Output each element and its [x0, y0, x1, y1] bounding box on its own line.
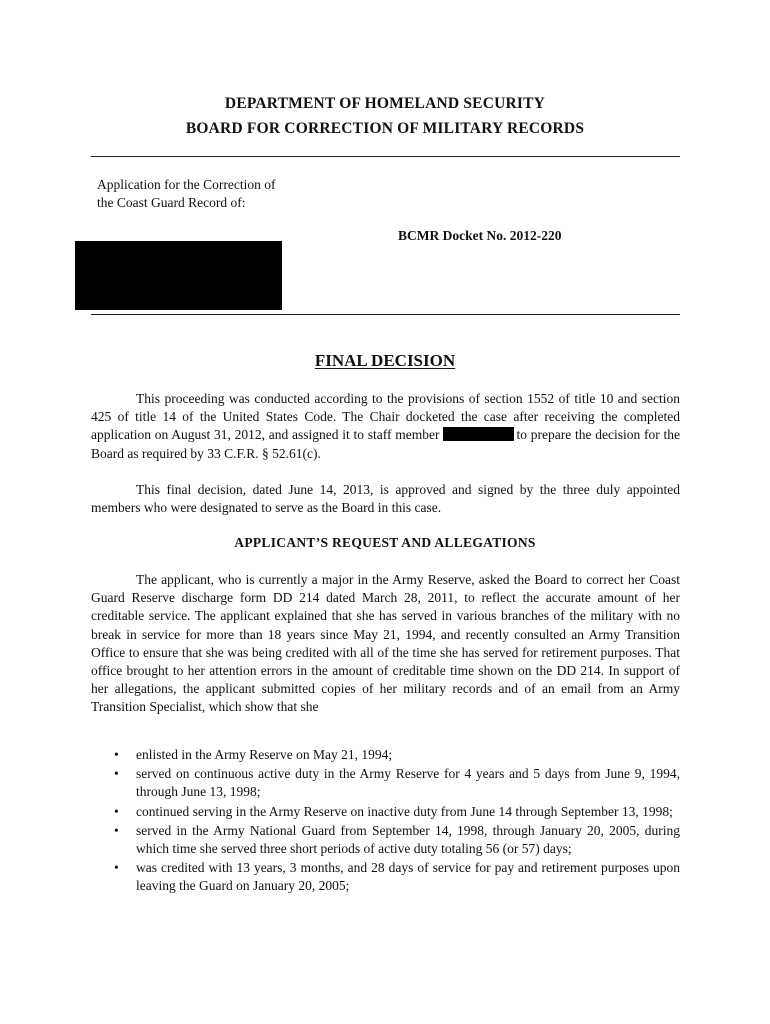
bullet-icon: • — [114, 822, 119, 838]
redacted-staff-member — [443, 427, 514, 441]
approval-text: This final decision, dated June 14, 2013, is approved and signed by the three duly appointed members who were designated to serve as the Board in this case. — [91, 482, 680, 516]
final-decision-title: FINAL DECISION — [314, 351, 456, 370]
bullet-icon: • — [114, 747, 119, 762]
service-history-list — [91, 746, 680, 897]
docket-number: BCMR Docket No. 2012-220 — [398, 228, 562, 243]
department-heading: DEPARTMENT OF HOMELAND SECURITY — [224, 95, 546, 112]
bullet-icon: • — [114, 803, 119, 819]
request-section-title: APPLICANT’S REQUEST AND ALLEGATIONS — [234, 535, 536, 550]
board-heading: BOARD FOR CORRECTION OF MILITARY RECORDS — [185, 120, 585, 137]
request-text: The applicant, who is currently a major in the Army Reserve, asked the Board to correct her Coast Guard Reserve discharge form DD 214 dated March 28, 2011, to reflect the accurate amount of her creditable service. The applicant explained that she has served in various branches of the military with no break in service for more than 18 years since May 21, 1994, and recently consulted an Army Transition Office to ensure that she was being credited with all of the time she has served for retirement purposes. That office brought to her attention errors in the amount of creditable time shown on the DD 214. In support of her allegations, the applicant submitted copies of her military records and of an email from an Army Transition Specialist, which show that she — [91, 572, 680, 715]
top-rule — [91, 156, 680, 157]
request-paragraph — [91, 571, 680, 717]
list-item: • served in the Army National Guard from September 14, 1998, through January 20, 2005, during which time she served three short periods of active duty totaling 56 (or 57) days; — [114, 822, 680, 857]
list-item: • enlisted in the Army Reserve on May 21, 1994; — [91, 746, 680, 764]
procedure-paragraph — [91, 390, 680, 463]
application-line-2: the Coast Guard Record of: — [97, 195, 246, 210]
list-item: • served on continuous active duty in the Army Reserve for 4 years and 5 days from June 9, 1994, through June 13, 1998; — [114, 766, 680, 800]
procedure-text-a: This proceeding was conducted according to the provisions of section 1552 of title 10 and section 425 of title 14 of the United States Code. The Chair docketed the case after receiving the completed application on August 31, 2012, and assigned it to staff member — [91, 391, 680, 443]
list-item: • continued serving in the Army Reserve on inactive duty from June 14 through September 13, 1998; — [91, 803, 680, 821]
list-item: • was credited with 13 years, 3 months, and 28 days of service for pay and retirement purposes upon leaving the Guard on January 20, 2005; — [114, 860, 680, 894]
bullet-icon: • — [114, 766, 119, 782]
approval-paragraph — [91, 481, 680, 517]
bullet-icon: • — [114, 860, 119, 876]
middle-rule — [91, 314, 680, 315]
procedure-text-b: to prepare the decision for the Board as required by 33 C.F.R. § 52.61(c). — [91, 427, 681, 461]
application-line-1: Application for the Correction of — [97, 177, 276, 192]
redacted-name-block — [75, 241, 282, 310]
